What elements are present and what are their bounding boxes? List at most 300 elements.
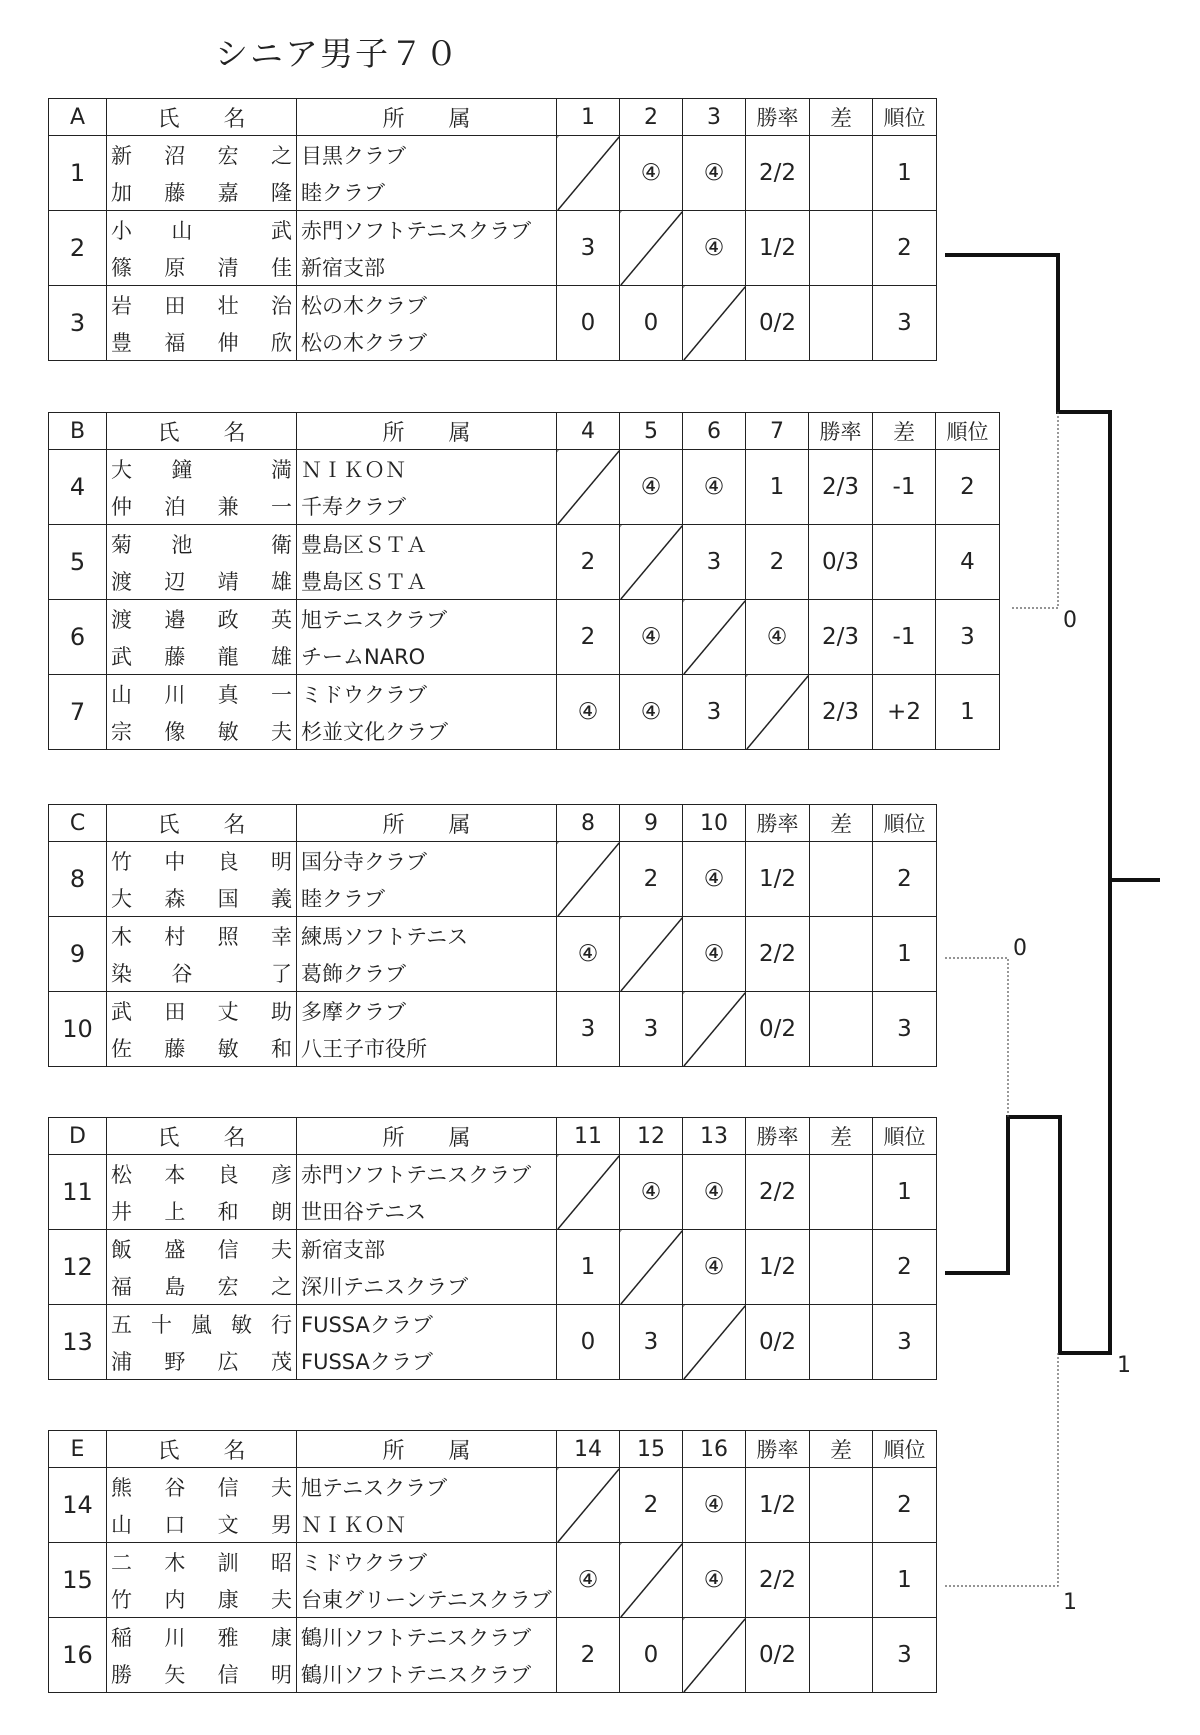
header-name: 氏 名 (107, 1431, 297, 1468)
group-rank: 1 (873, 1155, 937, 1230)
name-char: 治 (270, 293, 292, 318)
name-char: 隆 (270, 180, 292, 205)
match-score: ④ (620, 1155, 683, 1230)
match-score: 1 (746, 450, 809, 525)
match-score: 2 (557, 600, 620, 675)
name-char: 兼 (217, 494, 239, 519)
match-score: ④ (683, 1155, 746, 1230)
name-char: 衛 (270, 532, 292, 557)
pair-number: 10 (49, 992, 107, 1067)
name-char: 沼 (164, 143, 186, 168)
header-opponent-1: 1 (557, 99, 620, 136)
match-score: 2 (620, 1468, 683, 1543)
header-opponent-12: 12 (620, 1118, 683, 1155)
name-char: 稲 (111, 1625, 132, 1650)
name-char: 良 (217, 849, 239, 874)
name-char: 幸 (270, 924, 292, 949)
name-char: 佐 (111, 1036, 132, 1061)
name-char: 政 (217, 607, 239, 632)
name-char: 十 (151, 1312, 172, 1337)
match-score: ④ (746, 600, 809, 675)
player-affiliation: 台東グリーンテニスクラブ (297, 1580, 557, 1618)
group-letter: E (49, 1431, 107, 1468)
match-score: 3 (683, 525, 746, 600)
match-score: 3 (620, 992, 683, 1067)
name-char: 良 (217, 1162, 239, 1187)
name-char: 像 (164, 719, 186, 744)
player-affiliation: 旭テニスクラブ (297, 1468, 557, 1506)
match-score: 2 (557, 525, 620, 600)
name-char: 康 (217, 1587, 239, 1612)
header-opponent-6: 6 (683, 413, 746, 450)
bracket-dotted-b (1012, 412, 1058, 608)
pair-number: 16 (49, 1618, 107, 1693)
name-char: 夫 (270, 1237, 292, 1262)
player-affiliation: 松の木クラブ (297, 323, 557, 361)
match-score: ④ (620, 675, 683, 750)
player-affiliation: 杉並文化クラブ (297, 712, 557, 750)
win-rate: 0/2 (746, 1618, 810, 1693)
win-rate: 1/2 (746, 1230, 810, 1305)
win-rate: 0/2 (746, 1305, 810, 1380)
player-affiliation: ミドウクラブ (297, 1543, 557, 1581)
name-char: 藤 (164, 1036, 186, 1061)
pair-number: 5 (49, 525, 107, 600)
bracket-score-e: 1 (1063, 1590, 1077, 1615)
match-score: ④ (683, 136, 746, 211)
bracket-line-a (945, 255, 1160, 880)
group-rank: 3 (936, 600, 1000, 675)
player-affiliation: 旭テニスクラブ (297, 600, 557, 638)
name-char: 原 (164, 255, 186, 280)
group-rank: 1 (873, 136, 937, 211)
group-rank: 2 (873, 211, 937, 286)
name-char: 菊 (111, 532, 132, 557)
name-char: 大 (111, 457, 132, 482)
header-opponent-2: 2 (620, 99, 683, 136)
name-char: 伸 (217, 330, 239, 355)
name-char: 夫 (270, 1587, 292, 1612)
player-affiliation: 豊島区ＳＴＡ (297, 525, 557, 563)
match-score: ④ (683, 1543, 746, 1618)
player-affiliation: 多摩クラブ (297, 992, 557, 1030)
name-char: 宏 (217, 1274, 239, 1299)
page-title: シニア男子７０ (215, 34, 460, 73)
player-affiliation: 葛飾クラブ (297, 954, 557, 992)
name-char: 助 (270, 999, 292, 1024)
name-char: 藤 (164, 180, 186, 205)
match-score: ④ (683, 211, 746, 286)
name-char: 真 (217, 682, 239, 707)
name-char: 大 (111, 886, 132, 911)
player-affiliation: 千寿クラブ (297, 487, 557, 525)
bracket-line-d (945, 880, 1110, 1353)
pair-number: 4 (49, 450, 107, 525)
win-rate: 0/2 (746, 992, 810, 1067)
header-opponent-3: 3 (683, 99, 746, 136)
name-char: 武 (111, 999, 132, 1024)
name-char: 谷 (171, 961, 193, 986)
player-affiliation: 国分寺クラブ (297, 842, 557, 880)
name-char: 五 (111, 1312, 132, 1337)
group-rank: 1 (936, 675, 1000, 750)
name-char: 欣 (270, 330, 292, 355)
name-char: 田 (164, 999, 186, 1024)
win-rate: 2/2 (746, 1543, 810, 1618)
player-affiliation: 新宿支部 (297, 248, 557, 286)
pair-number: 14 (49, 1468, 107, 1543)
name-char: 山 (111, 682, 132, 707)
player-affiliation: 赤門ソフトテニスクラブ (297, 1155, 557, 1193)
match-score: 0 (557, 1305, 620, 1380)
name-char: 泊 (164, 494, 186, 519)
bracket-score-cd: 0 (1013, 936, 1027, 961)
header-rank: 順位 (873, 1431, 937, 1468)
match-score: 3 (683, 675, 746, 750)
name-char: 明 (270, 849, 292, 874)
player-affiliation: 練馬ソフトテニス (297, 917, 557, 955)
player-affiliation: FUSSAクラブ (297, 1342, 557, 1380)
name-char: 篠 (111, 255, 132, 280)
header-opponent-5: 5 (620, 413, 683, 450)
name-char: 浦 (111, 1349, 132, 1374)
name-char: 義 (270, 886, 292, 911)
name-char: 訓 (217, 1550, 239, 1575)
point-diff: -1 (873, 600, 936, 675)
name-char: 池 (171, 532, 193, 557)
name-char: 昭 (270, 1550, 292, 1575)
pair-number: 11 (49, 1155, 107, 1230)
name-char: 雅 (217, 1625, 239, 1650)
group-rank: 3 (873, 1618, 937, 1693)
name-char: 和 (270, 1036, 292, 1061)
name-char: 染 (111, 961, 132, 986)
player-affiliation: 八王子市役所 (297, 1029, 557, 1067)
group-rank: 3 (873, 286, 937, 361)
name-char: 英 (270, 607, 292, 632)
name-char: 鐘 (171, 457, 193, 482)
win-rate: 2/3 (809, 450, 873, 525)
match-score: ④ (620, 450, 683, 525)
header-win-rate: 勝率 (746, 1118, 810, 1155)
player-affiliation: 赤門ソフトテニスクラブ (297, 211, 557, 249)
match-score: 2 (620, 842, 683, 917)
match-score: ④ (557, 917, 620, 992)
match-score: 3 (620, 1305, 683, 1380)
name-char: 信 (217, 1662, 239, 1687)
pair-number: 8 (49, 842, 107, 917)
header-name: 氏 名 (107, 805, 297, 842)
header-name: 氏 名 (107, 99, 297, 136)
header-opponent-8: 8 (557, 805, 620, 842)
name-char: 宗 (111, 719, 132, 744)
name-char: 信 (217, 1475, 239, 1500)
name-char: 康 (270, 1625, 292, 1650)
name-char: 仲 (111, 494, 132, 519)
name-char: 行 (271, 1312, 292, 1337)
header-opponent-7: 7 (746, 413, 809, 450)
name-char: 雄 (270, 644, 292, 669)
header-rank: 順位 (873, 99, 937, 136)
match-score: 3 (557, 992, 620, 1067)
name-char: 夫 (270, 719, 292, 744)
name-char: 口 (164, 1512, 186, 1537)
header-win-rate: 勝率 (746, 99, 810, 136)
name-char: 武 (270, 218, 292, 243)
pair-number: 12 (49, 1230, 107, 1305)
match-score: 2 (746, 525, 809, 600)
match-score: ④ (557, 1543, 620, 1618)
name-char: 壮 (217, 293, 239, 318)
pair-number: 6 (49, 600, 107, 675)
match-score: 0 (620, 286, 683, 361)
pair-number: 2 (49, 211, 107, 286)
name-char: 敏 (217, 719, 239, 744)
name-char: 了 (270, 961, 292, 986)
bracket-dotted-c (945, 958, 1008, 1117)
win-rate: 2/2 (746, 917, 810, 992)
name-char: 武 (111, 644, 132, 669)
player-affiliation: 豊島区ＳＴＡ (297, 562, 557, 600)
header-rank: 順位 (936, 413, 1000, 450)
name-char: 信 (217, 1237, 239, 1262)
name-char: 福 (111, 1274, 132, 1299)
bracket-dotted-e (945, 1353, 1058, 1586)
name-char: 文 (217, 1512, 239, 1537)
name-char: 宏 (217, 143, 239, 168)
name-char: 之 (270, 143, 292, 168)
player-affiliation: ＮＩＫＯＮ (297, 450, 557, 488)
header-diff: 差 (810, 1118, 873, 1155)
pair-number: 1 (49, 136, 107, 211)
win-rate: 2/2 (746, 136, 810, 211)
pair-number: 15 (49, 1543, 107, 1618)
match-score: ④ (620, 136, 683, 211)
win-rate: 0/3 (809, 525, 873, 600)
pair-number: 3 (49, 286, 107, 361)
win-rate: 1/2 (746, 842, 810, 917)
match-score: 0 (557, 286, 620, 361)
header-win-rate: 勝率 (809, 413, 873, 450)
match-score: ④ (683, 450, 746, 525)
player-affiliation: 睦クラブ (297, 879, 557, 917)
header-opponent-11: 11 (557, 1118, 620, 1155)
match-score: ④ (620, 600, 683, 675)
name-char: 邉 (164, 607, 186, 632)
header-affiliation: 所 属 (297, 1118, 557, 1155)
point-diff: +2 (873, 675, 936, 750)
match-score: 3 (557, 211, 620, 286)
name-char: 夫 (270, 1475, 292, 1500)
match-score: ④ (683, 1230, 746, 1305)
header-win-rate: 勝率 (746, 1431, 810, 1468)
name-char: 川 (164, 1625, 186, 1650)
group-rank: 2 (873, 842, 937, 917)
name-char: 新 (111, 143, 132, 168)
group-letter: C (49, 805, 107, 842)
pair-number: 9 (49, 917, 107, 992)
match-score: ④ (683, 917, 746, 992)
name-char: 加 (111, 180, 132, 205)
name-char: 村 (164, 924, 186, 949)
name-char: 藤 (164, 644, 186, 669)
group-rank: 3 (873, 1305, 937, 1380)
header-opponent-14: 14 (557, 1431, 620, 1468)
win-rate: 2/3 (809, 600, 873, 675)
match-score: 0 (620, 1618, 683, 1693)
group-letter: D (49, 1118, 107, 1155)
name-char: 敏 (231, 1312, 252, 1337)
group-letter: A (49, 99, 107, 136)
header-diff: 差 (810, 805, 873, 842)
name-char: 熊 (111, 1475, 132, 1500)
group-letter: B (49, 413, 107, 450)
name-char: 井 (111, 1199, 132, 1224)
name-char: 二 (111, 1550, 132, 1575)
header-diff: 差 (873, 413, 936, 450)
name-char: 丈 (217, 999, 239, 1024)
win-rate: 2/3 (809, 675, 873, 750)
header-name: 氏 名 (107, 1118, 297, 1155)
player-affiliation: 睦クラブ (297, 173, 557, 211)
player-affiliation: ＮＩＫＯＮ (297, 1505, 557, 1543)
header-name: 氏 名 (107, 413, 297, 450)
player-affiliation: チームNARO (297, 637, 557, 675)
name-char: 和 (217, 1199, 239, 1224)
name-char: 竹 (111, 1587, 132, 1612)
name-char: 田 (164, 293, 186, 318)
header-opponent-15: 15 (620, 1431, 683, 1468)
win-rate: 1/2 (746, 211, 810, 286)
name-char: 龍 (217, 644, 239, 669)
name-char: 小 (111, 218, 132, 243)
match-score: ④ (683, 1468, 746, 1543)
player-affiliation: 鶴川ソフトテニスクラブ (297, 1618, 557, 1656)
header-opponent-13: 13 (683, 1118, 746, 1155)
header-diff: 差 (810, 1431, 873, 1468)
name-char: 辺 (164, 569, 186, 594)
group-rank: 3 (873, 992, 937, 1067)
player-affiliation: ミドウクラブ (297, 675, 557, 713)
name-char: 木 (111, 924, 132, 949)
header-rank: 順位 (873, 1118, 937, 1155)
name-char: 嘉 (217, 180, 239, 205)
match-score: ④ (683, 842, 746, 917)
name-char: 中 (164, 849, 186, 874)
name-char: 一 (270, 682, 292, 707)
name-char: 嵐 (191, 1312, 212, 1337)
player-affiliation: 新宿支部 (297, 1230, 557, 1268)
header-affiliation: 所 属 (297, 99, 557, 136)
header-affiliation: 所 属 (297, 1431, 557, 1468)
win-rate: 2/2 (746, 1155, 810, 1230)
name-char: 清 (217, 255, 239, 280)
name-char: 本 (164, 1162, 186, 1187)
header-affiliation: 所 属 (297, 413, 557, 450)
header-opponent-10: 10 (683, 805, 746, 842)
header-rank: 順位 (873, 805, 937, 842)
bracket-score-ab: 0 (1063, 608, 1077, 633)
group-rank: 2 (873, 1468, 937, 1543)
name-char: 島 (164, 1274, 186, 1299)
match-score: ④ (557, 675, 620, 750)
player-affiliation: 世田谷テニス (297, 1192, 557, 1230)
pair-number: 7 (49, 675, 107, 750)
pair-number: 13 (49, 1305, 107, 1380)
name-char: 雄 (270, 569, 292, 594)
name-char: 山 (111, 1512, 132, 1537)
name-char: 谷 (164, 1475, 186, 1500)
group-rank: 2 (936, 450, 1000, 525)
name-char: 森 (164, 886, 186, 911)
header-diff: 差 (810, 99, 873, 136)
group-rank: 4 (936, 525, 1000, 600)
name-char: 内 (164, 1587, 186, 1612)
point-diff: -1 (873, 450, 936, 525)
name-char: 広 (217, 1349, 239, 1374)
header-opponent-9: 9 (620, 805, 683, 842)
player-affiliation: 目黒クラブ (297, 136, 557, 174)
name-char: 男 (270, 1512, 292, 1537)
header-win-rate: 勝率 (746, 805, 810, 842)
name-char: 矢 (164, 1662, 186, 1687)
win-rate: 1/2 (746, 1468, 810, 1543)
name-char: 竹 (111, 849, 132, 874)
name-char: 敏 (217, 1036, 239, 1061)
name-char: 渡 (111, 607, 132, 632)
name-char: 佳 (270, 255, 292, 280)
header-opponent-16: 16 (683, 1431, 746, 1468)
name-char: 茂 (270, 1349, 292, 1374)
name-char: 明 (270, 1662, 292, 1687)
name-char: 靖 (217, 569, 239, 594)
player-affiliation: 松の木クラブ (297, 286, 557, 324)
header-opponent-4: 4 (557, 413, 620, 450)
name-char: 満 (270, 457, 292, 482)
name-char: 朗 (270, 1199, 292, 1224)
name-char: 木 (164, 1550, 186, 1575)
name-char: 飯 (111, 1237, 132, 1262)
player-affiliation: 深川テニスクラブ (297, 1267, 557, 1305)
name-char: 一 (270, 494, 292, 519)
name-char: 松 (111, 1162, 132, 1187)
win-rate: 0/2 (746, 286, 810, 361)
player-affiliation: 鶴川ソフトテニスクラブ (297, 1655, 557, 1693)
header-affiliation: 所 属 (297, 805, 557, 842)
group-rank: 2 (873, 1230, 937, 1305)
name-char: 岩 (111, 293, 132, 318)
name-char: 盛 (164, 1237, 186, 1262)
player-affiliation: FUSSAクラブ (297, 1305, 557, 1343)
name-char: 之 (270, 1274, 292, 1299)
name-char: 福 (164, 330, 186, 355)
name-char: 国 (217, 886, 239, 911)
match-score: 1 (557, 1230, 620, 1305)
name-char: 彦 (270, 1162, 292, 1187)
group-rank: 1 (873, 1543, 937, 1618)
name-char: 野 (164, 1349, 186, 1374)
name-char: 上 (164, 1199, 186, 1224)
group-rank: 1 (873, 917, 937, 992)
name-char: 渡 (111, 569, 132, 594)
match-score: 2 (557, 1618, 620, 1693)
name-char: 豊 (111, 330, 132, 355)
name-char: 山 (171, 218, 193, 243)
name-char: 照 (217, 924, 239, 949)
name-char: 勝 (111, 1662, 132, 1687)
bracket-score-final: 1 (1117, 1353, 1131, 1378)
name-char: 川 (164, 682, 186, 707)
